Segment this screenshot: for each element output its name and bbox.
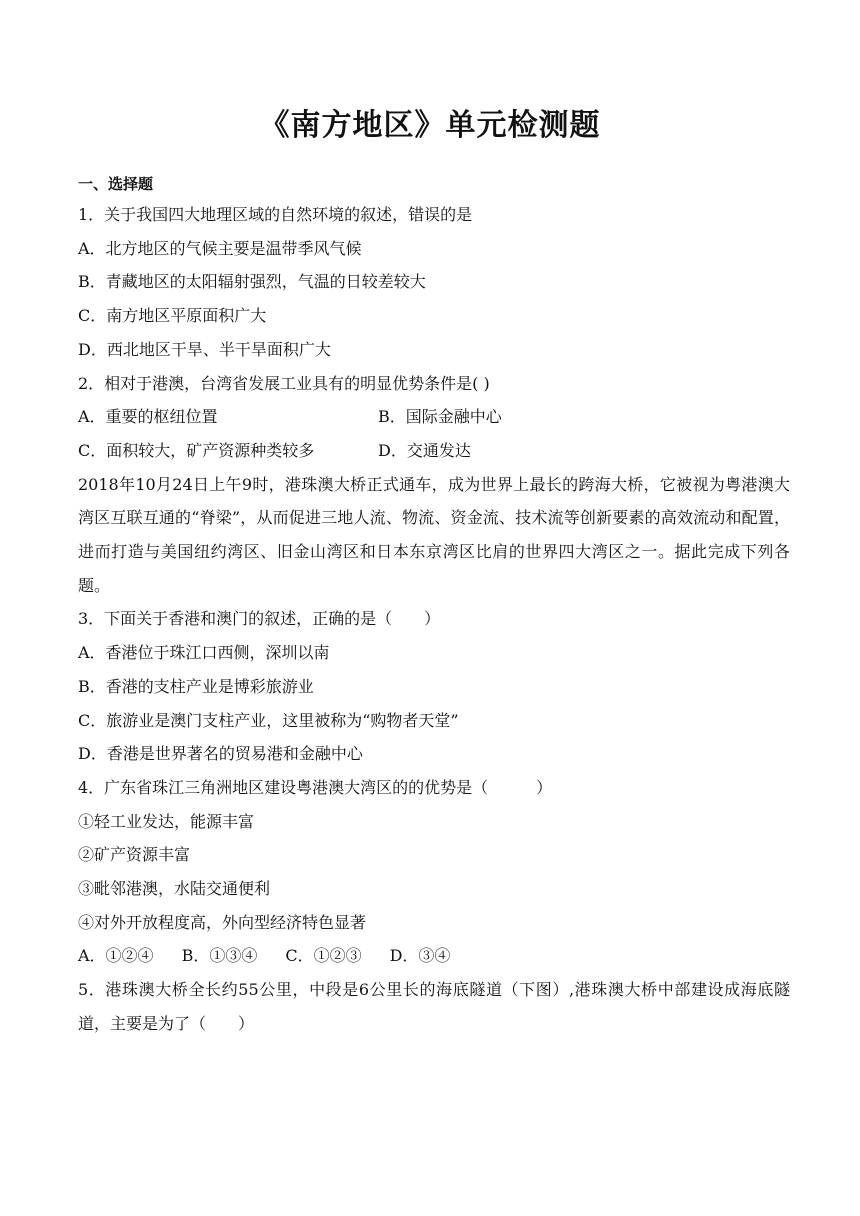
question-4-options (78, 939, 790, 973)
reading-passage: 2018年10月24日上午9时，港珠澳大桥正式通车，成为世界上最长的跨海大桥，它被视为粤港澳大湾区互联互通的“脊梁”，从而促进三地人流、物流、资金流、技术流等创新要素的高效流动和配置，进而打造与美国纽约湾区、旧金山湾区和日本东京湾区比肩的世界四大湾区之一。据此完成下列各题。 (78, 474, 790, 595)
question-2-options-row-1 (78, 400, 790, 434)
question-2-stem: 2．相对于港澳，台湾省发展工业具有的明显优势条件是( ) (78, 373, 490, 393)
question-1-option-a: A．北方地区的气候主要是温带季风气候 (78, 238, 362, 258)
question-1-option-c: C．南方地区平原面积广大 (78, 306, 267, 326)
question-4-item-3: ③毗邻港澳，水陆交通便利 (78, 879, 271, 899)
section-heading: 一、选择题 (78, 175, 154, 193)
question-1-stem: 1．关于我国四大地理区域的自然环境的叙述，错误的是 (78, 205, 473, 224)
question-3-stem: 3．下面关于香港和澳门的叙述，正确的是（ ） (78, 609, 441, 629)
question-3-option-b: B．香港的支柱产业是博彩旅游业 (78, 676, 314, 696)
document-title: 《南方地区》单元检测题 (259, 108, 601, 143)
question-4-item-1: ①轻工业发达，能源丰富 (78, 811, 255, 831)
question-2-options-row-2 (78, 434, 790, 468)
question-4-stem: 4．广东省珠江三角洲地区建设粤港澳大湾区的的优势是（ ） (78, 777, 553, 797)
question-1-option-b: B．青藏地区的太阳辐射强烈，气温的日较差较大 (78, 272, 426, 292)
question-1-option-d: D．西北地区干旱、半干旱面积广大 (78, 339, 331, 359)
question-4-option-b: B．①③④ (181, 946, 258, 966)
document-body (78, 170, 790, 1041)
question-2-option-a: A．重要的枢纽位置 (78, 407, 218, 427)
question-2-option-c: C．面积较大，矿产资源种类较多 (78, 440, 315, 460)
question-4-option-d: D．③④ (389, 946, 451, 966)
question-2-option-d: D．交通发达 (378, 440, 471, 460)
question-3-option-c: C．旅游业是澳门支柱产业，这里被称为“购物者天堂” (78, 710, 459, 730)
question-4-option-c: C．①②③ (285, 946, 362, 966)
question-3-option-d: D．香港是世界著名的贸易港和金融中心 (78, 744, 363, 764)
question-4-item-4: ④对外开放程度高，外向型经济特色显著 (78, 912, 367, 932)
question-4-item-2: ②矿产资源丰富 (78, 845, 191, 865)
question-5-stem: 5．港珠澳大桥全长约55公里，中段是6公里长的海底隧道（下图）,港珠澳大桥中部建设成海底隧道，主要是为了（ ） (78, 980, 790, 1033)
question-3-option-a: A．香港位于珠江口西侧，深圳以南 (78, 643, 330, 663)
question-2-option-b: B．国际金融中心 (378, 407, 502, 427)
question-4-option-a: A．①②④ (78, 946, 154, 966)
